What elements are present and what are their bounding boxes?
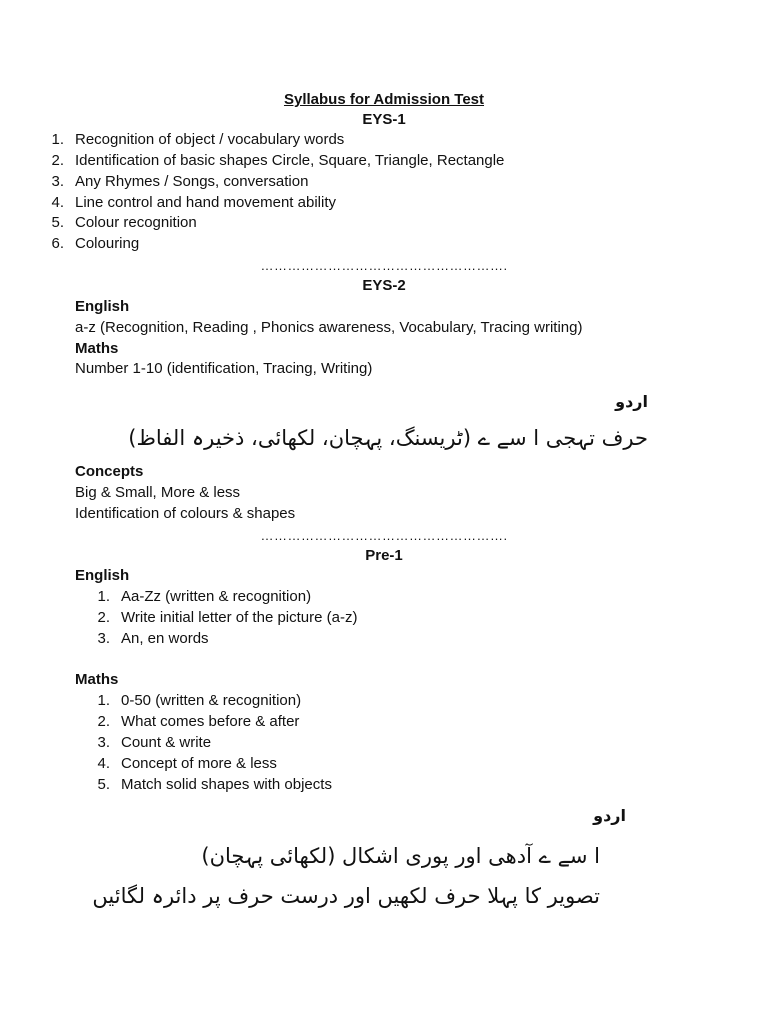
section-separator: ………………………………………………. (260, 258, 508, 273)
list-number: 2. (51, 152, 64, 169)
list-number: 1. (97, 588, 110, 605)
list-text: Recognition of object / vocabulary words (75, 131, 345, 148)
list-number: 2. (97, 713, 110, 730)
list-text: An, en words (121, 630, 209, 647)
list-number: 4. (97, 755, 110, 772)
list-number: 6. (51, 235, 64, 252)
list-text: Line control and hand movement ability (75, 194, 336, 211)
list-number: 3. (97, 630, 110, 647)
eys2-english-text: a-z (Recognition, Reading , Phonics awareness, Vocabulary, Tracing writing) (75, 319, 583, 336)
pre1-heading: Pre-1 (365, 547, 403, 564)
eys2-urdu-label: اردو (615, 392, 648, 411)
list-number: 1. (97, 692, 110, 709)
list-number: 1. (51, 131, 64, 148)
eys2-concepts-line: Identification of colours & shapes (75, 505, 296, 522)
eys2-concepts-line: Big & Small, More & less (75, 484, 241, 501)
list-number: 5. (97, 776, 110, 793)
list-text: 0-50 (written & recognition) (121, 692, 302, 709)
list-number: 5. (51, 214, 64, 231)
eys2-heading: EYS-2 (362, 277, 406, 294)
list-number: 4. (51, 194, 64, 211)
list-number: 2. (97, 609, 110, 626)
pre1-urdu-line: ا سے ے آدھی اور پوری اشکال (لکھائی پہچان) (201, 844, 600, 868)
eys2-urdu-text: حرف تہجی ا سے ے (ٹریسنگ، پہچان، لکھائی، ذخیرہ الفاظ) (128, 426, 648, 450)
list-text: Any Rhymes / Songs, conversation (75, 173, 309, 190)
list-text: Aa-Zz (written & recognition) (121, 588, 312, 605)
pre1-urdu-line: تصویر کا پہلا حرف لکھیں اور درست حرف پر دائرہ لگائیں (92, 884, 600, 908)
list-text: Concept of more & less (121, 755, 277, 772)
list-number: 3. (97, 734, 110, 751)
pre1-urdu-label: اردو (593, 806, 626, 825)
list-text: Write initial letter of the picture (a-z) (121, 609, 358, 626)
list-text: Colouring (75, 235, 140, 252)
list-text: Identification of basic shapes Circle, Square, Triangle, Rectangle (75, 152, 505, 169)
eys1-heading: EYS-1 (362, 111, 406, 128)
list-number: 3. (51, 173, 64, 190)
eys2-english-label: English (75, 298, 130, 315)
eys2-maths-text: Number 1-10 (identification, Tracing, Writing) (75, 360, 373, 377)
eys2-concepts-label: Concepts (75, 463, 144, 480)
section-separator: ………………………………………………. (260, 528, 508, 543)
list-text: Count & write (121, 734, 212, 751)
eys2-maths-label: Maths (75, 340, 119, 357)
list-text: Match solid shapes with objects (121, 776, 332, 793)
pre1-english-label: English (75, 567, 130, 584)
list-text: Colour recognition (75, 214, 197, 231)
list-text: What comes before & after (121, 713, 300, 730)
pre1-maths-label: Maths (75, 671, 119, 688)
document-title: Syllabus for Admission Test (283, 91, 485, 108)
